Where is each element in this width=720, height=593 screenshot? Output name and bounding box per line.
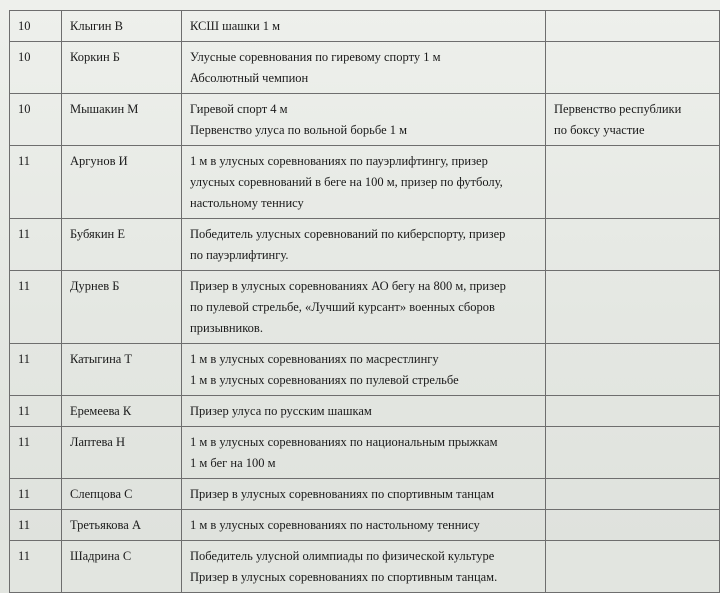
student-name-cell: Коркин Б [62,42,182,94]
achievement-cell [182,510,546,541]
table-row [10,479,720,510]
extra-achievement-cell [546,427,720,479]
table-row [10,94,720,146]
achievement-line: 1 м в улусных соревнованиях по масрестлингу [190,352,439,366]
student-name-cell: Лаптева Н [62,427,182,479]
achievement-cell [182,146,546,219]
achievement-line: призывников. [190,321,263,335]
achievement-line: 1 м в улусных соревнованиях по пулевой стрельбе [190,373,459,387]
student-name-cell: Дурнев Б [62,271,182,344]
extra-achievement-cell [546,510,720,541]
achievement-line: Призер в улусных соревнованиях по спортивным танцам. [190,570,498,584]
student-name-cell: Бубякин Е [62,219,182,271]
grade-cell: 11 [10,479,62,510]
achievement-cell [182,344,546,396]
student-name-cell: Клыгин В [62,11,182,42]
table-body [10,11,720,593]
achievement-cell [182,11,546,42]
extra-achievement-cell [546,541,720,593]
table-row [10,510,720,541]
student-name-cell: Аргунов И [62,146,182,219]
extra-achievement-cell [546,146,720,219]
achievement-line: настольному теннису [190,196,304,210]
student-name-cell: Третьякова А [62,510,182,541]
achievement-line: 1 м в улусных соревнованиях по национальным прыжкам [190,435,498,449]
achievement-line: Призер в улусных соревнованиях АО бегу на 800 м, призер [190,279,506,293]
table-row [10,271,720,344]
achievement-cell [182,42,546,94]
achievement-line: Гиревой спорт 4 м [190,102,288,116]
achievement-line: Первенство улуса по вольной борьбе 1 м [190,123,408,137]
grade-cell: 10 [10,94,62,146]
extra-achievement-cell [546,42,720,94]
grade-cell: 11 [10,541,62,593]
achievement-line: КСШ шашки 1 м [190,19,281,33]
grade-cell: 11 [10,427,62,479]
table-row [10,344,720,396]
student-name-cell: Шадрина С [62,541,182,593]
extra-achievement-cell [546,479,720,510]
achievement-line: Победитель улусных соревнований по киберспорту, призер [190,227,506,241]
achievement-line: 1 м бег на 100 м [190,456,276,470]
achievement-line: Призер в улусных соревнованиях по спортивным танцам [190,487,495,501]
achievement-line: 1 м в улусных соревнованиях по пауэрлифтингу, призер [190,154,488,168]
grade-cell: 11 [10,510,62,541]
achievement-cell [182,94,546,146]
extra-achievement-cell [546,11,720,42]
extra-achievement-cell [546,219,720,271]
student-name-cell: Катыгина Т [62,344,182,396]
table-row [10,541,720,593]
achievement-cell [182,541,546,593]
grade-cell: 11 [10,219,62,271]
achievement-line: по пауэрлифтингу. [190,248,289,262]
achievement-line: Улусные соревнования по гиревому спорту 1 м [190,50,441,64]
student-achievements-table [9,10,720,593]
extra-achievement-line: по боксу участие [554,123,645,137]
grade-cell: 11 [10,396,62,427]
achievement-cell [182,396,546,427]
achievement-cell [182,427,546,479]
grade-cell: 11 [10,344,62,396]
table-row [10,396,720,427]
grade-cell: 11 [10,146,62,219]
extra-achievement-cell [546,396,720,427]
student-name-cell: Слепцова С [62,479,182,510]
achievement-cell [182,271,546,344]
table-row [10,427,720,479]
table-row [10,42,720,94]
achievement-cell [182,219,546,271]
achievement-line: улусных соревнований в беге на 100 м, призер по футболу, [190,175,503,189]
achievement-line: Победитель улусной олимпиады по физической культуре [190,549,495,563]
extra-achievement-cell [546,344,720,396]
grade-cell: 10 [10,42,62,94]
table-row [10,146,720,219]
student-name-cell: Мышакин М [62,94,182,146]
grade-cell: 10 [10,11,62,42]
student-name-cell: Еремеева К [62,396,182,427]
achievement-line: Абсолютный чемпион [190,71,309,85]
extra-achievement-line: Первенство республики [554,102,682,116]
achievement-cell [182,479,546,510]
achievement-line: 1 м в улусных соревнованиях по настольному теннису [190,518,480,532]
achievement-line: по пулевой стрельбе, «Лучший курсант» военных сборов [190,300,495,314]
table-row [10,219,720,271]
achievement-line: Призер улуса по русским шашкам [190,404,372,418]
grade-cell: 11 [10,271,62,344]
extra-achievement-cell [546,271,720,344]
table-row [10,11,720,42]
extra-achievement-cell [546,94,720,146]
